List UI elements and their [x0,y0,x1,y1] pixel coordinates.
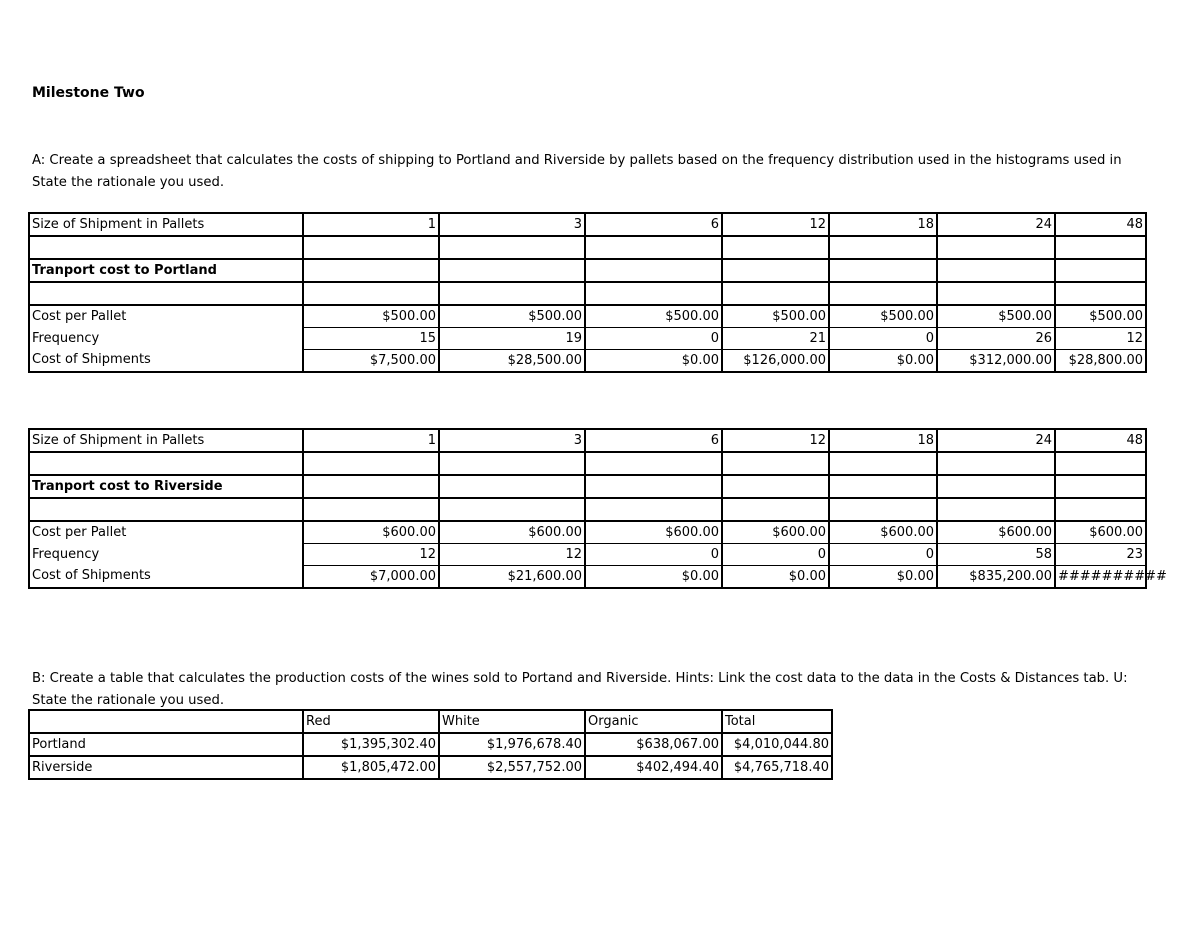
value-cell[interactable]: $2,557,752.00 [439,756,585,779]
empty-cell[interactable] [722,282,829,305]
cost-cell[interactable]: $500.00 [1055,305,1146,328]
cost-cell[interactable]: $500.00 [829,305,937,328]
empty-cell[interactable] [439,236,585,259]
size-label-cell[interactable]: Size of Shipment in Pallets [29,213,303,236]
empty-cell[interactable] [303,259,439,282]
shipment-cost-cell[interactable]: $0.00 [585,350,722,373]
empty-cell[interactable] [829,498,937,521]
column-header-total[interactable]: Total [722,710,832,733]
empty-cell[interactable] [303,452,439,475]
cost-cell[interactable]: $500.00 [439,305,585,328]
empty-cell[interactable] [1055,236,1146,259]
cost-cell[interactable]: $500.00 [937,305,1055,328]
empty-cell[interactable] [937,498,1055,521]
shipment-cost-cell[interactable]: $21,600.00 [439,566,585,589]
empty-cell[interactable] [937,475,1055,498]
empty-cell[interactable] [937,282,1055,305]
empty-cell[interactable] [829,452,937,475]
size-cell[interactable]: 1 [303,429,439,452]
empty-cell[interactable] [439,259,585,282]
size-cell[interactable]: 3 [439,429,585,452]
empty-cell[interactable] [1055,452,1146,475]
size-cell[interactable]: 48 [1055,213,1146,236]
frequency-cell[interactable]: 0 [829,328,937,350]
shipment-cost-cell[interactable]: $0.00 [722,566,829,589]
frequency-cell[interactable]: 23 [1055,544,1146,566]
empty-cell[interactable] [937,452,1055,475]
empty-cell[interactable] [303,475,439,498]
shipment-cost-cell[interactable]: $0.00 [585,566,722,589]
frequency-cell[interactable]: 26 [937,328,1055,350]
shipment-cost-cell[interactable]: $7,500.00 [303,350,439,373]
cost-cell[interactable]: $600.00 [829,521,937,544]
empty-cell[interactable] [303,236,439,259]
section-b-instructions [32,668,1200,712]
empty-cell[interactable] [585,259,722,282]
empty-cell[interactable] [1055,475,1146,498]
cost-cell[interactable]: $600.00 [303,521,439,544]
section-a-line-2: State the rationale you used. [32,175,225,190]
frequency-cell[interactable]: 0 [829,544,937,566]
size-cell[interactable]: 24 [937,429,1055,452]
shipment-cost-cell[interactable]: $312,000.00 [937,350,1055,373]
page-title: Milestone Two [32,85,145,101]
empty-cell[interactable] [1055,498,1146,521]
size-cell[interactable]: 12 [722,213,829,236]
size-cell[interactable]: 48 [1055,429,1146,452]
cost-cell[interactable]: $500.00 [303,305,439,328]
value-cell[interactable]: $638,067.00 [585,733,722,756]
cost-cell[interactable]: $500.00 [722,305,829,328]
empty-cell[interactable] [937,236,1055,259]
empty-cell[interactable] [829,236,937,259]
table-row [29,236,1146,259]
empty-cell[interactable] [585,475,722,498]
value-cell[interactable]: $402,494.40 [585,756,722,779]
empty-cell[interactable] [1055,282,1146,305]
size-cell[interactable]: 18 [829,213,937,236]
shipment-cost-cell[interactable]: $28,500.00 [439,350,585,373]
column-header-organic[interactable]: Organic [585,710,722,733]
portland-shipping-table [28,212,1147,373]
section-label-cell[interactable]: Tranport cost to Riverside [29,475,303,498]
frequency-cell[interactable]: 0 [585,544,722,566]
empty-cell[interactable] [439,282,585,305]
table-row [29,733,832,756]
table-row [29,328,1146,350]
table-row [29,259,1146,282]
table-row [29,566,1146,589]
empty-cell[interactable] [829,475,937,498]
size-cell[interactable]: 6 [585,213,722,236]
table-row [29,544,1146,566]
table-row [29,452,1146,475]
empty-cell[interactable] [29,452,303,475]
table-row [29,429,1146,452]
empty-cell[interactable] [722,452,829,475]
cost-label-cell[interactable]: Cost per Pallet [29,305,303,328]
column-header-red[interactable]: Red [303,710,439,733]
table-row [29,305,1146,328]
empty-cell[interactable] [829,282,937,305]
shipment-cost-cell[interactable]: $0.00 [829,566,937,589]
size-cell[interactable]: 1 [303,213,439,236]
size-cell[interactable]: 12 [722,429,829,452]
empty-cell[interactable] [303,498,439,521]
table-row [29,756,832,779]
cost-cell[interactable]: $600.00 [439,521,585,544]
shipment-cost-cell[interactable]: ########## [1055,566,1146,589]
section-label-cell[interactable]: Tranport cost to Portland [29,259,303,282]
empty-cell[interactable] [585,282,722,305]
empty-cell[interactable] [937,259,1055,282]
table-row [29,521,1146,544]
row-label-riverside[interactable]: Riverside [29,756,303,779]
cost-cell[interactable]: $500.00 [585,305,722,328]
empty-cell[interactable] [722,236,829,259]
empty-cell[interactable] [722,259,829,282]
value-cell[interactable]: $1,976,678.40 [439,733,585,756]
column-header-white[interactable]: White [439,710,585,733]
cost-cell[interactable]: $600.00 [722,521,829,544]
cost-cell[interactable]: $600.00 [1055,521,1146,544]
frequency-cell[interactable]: 58 [937,544,1055,566]
empty-cell[interactable] [439,498,585,521]
riverside-shipping-table [28,428,1167,589]
value-cell[interactable]: $1,395,302.40 [303,733,439,756]
frequency-cell[interactable]: 15 [303,328,439,350]
shipment-cost-label-cell[interactable]: Cost of Shipments [29,566,303,589]
section-b-line-2: State the rationale you used. [32,693,225,708]
shipment-cost-cell[interactable]: $126,000.00 [722,350,829,373]
empty-cell[interactable] [29,236,303,259]
value-cell[interactable]: $4,010,044.80 [722,733,832,756]
frequency-cell[interactable]: 12 [439,544,585,566]
cost-cell[interactable]: $600.00 [937,521,1055,544]
production-cost-table [28,709,833,780]
empty-cell[interactable] [303,282,439,305]
empty-cell[interactable] [722,475,829,498]
empty-cell[interactable] [829,259,937,282]
empty-cell[interactable] [439,475,585,498]
table-row [29,282,1146,305]
frequency-cell[interactable]: 0 [722,544,829,566]
empty-cell[interactable] [29,710,303,733]
shipment-cost-cell[interactable]: $0.00 [829,350,937,373]
table-row [29,498,1146,521]
table-row [29,710,832,733]
value-cell[interactable]: $1,805,472.00 [303,756,439,779]
frequency-cell[interactable]: 12 [303,544,439,566]
empty-cell[interactable] [585,236,722,259]
frequency-cell[interactable]: 12 [1055,328,1146,350]
frequency-cell[interactable]: 0 [585,328,722,350]
empty-cell[interactable] [29,498,303,521]
section-a-line-1: A: Create a spreadsheet that calculates the costs of shipping to Portland and Riverside by pallets based on the frequency distribution used in the histograms used in [32,153,1122,168]
cost-cell[interactable]: $600.00 [585,521,722,544]
frequency-cell[interactable]: 21 [722,328,829,350]
empty-cell[interactable] [29,282,303,305]
shipment-cost-cell[interactable]: $28,800.00 [1055,350,1146,373]
empty-cell[interactable] [1055,259,1146,282]
table-row [29,213,1146,236]
size-cell[interactable]: 6 [585,429,722,452]
size-label-cell[interactable]: Size of Shipment in Pallets [29,429,303,452]
empty-cell[interactable] [585,498,722,521]
empty-cell[interactable] [722,498,829,521]
empty-cell[interactable] [585,452,722,475]
value-cell[interactable]: $4,765,718.40 [722,756,832,779]
frequency-label-cell[interactable]: Frequency [29,544,303,566]
size-cell[interactable]: 24 [937,213,1055,236]
frequency-cell[interactable]: 19 [439,328,585,350]
section-b-line-1: B: Create a table that calculates the production costs of the wines sold to Portand and Riverside. Hints: Link the cost data to the data in the Costs & Distances tab. U: [32,671,1128,686]
empty-cell[interactable] [439,452,585,475]
section-a-instructions [32,150,1200,194]
size-cell[interactable]: 3 [439,213,585,236]
frequency-label-cell[interactable]: Frequency [29,328,303,350]
shipment-cost-cell[interactable]: $835,200.00 [937,566,1055,589]
cost-label-cell[interactable]: Cost per Pallet [29,521,303,544]
size-cell[interactable]: 18 [829,429,937,452]
table-row [29,350,1146,373]
shipment-cost-cell[interactable]: $7,000.00 [303,566,439,589]
row-label-portland[interactable]: Portland [29,733,303,756]
table-row [29,475,1146,498]
shipment-cost-label-cell[interactable]: Cost of Shipments [29,350,303,373]
